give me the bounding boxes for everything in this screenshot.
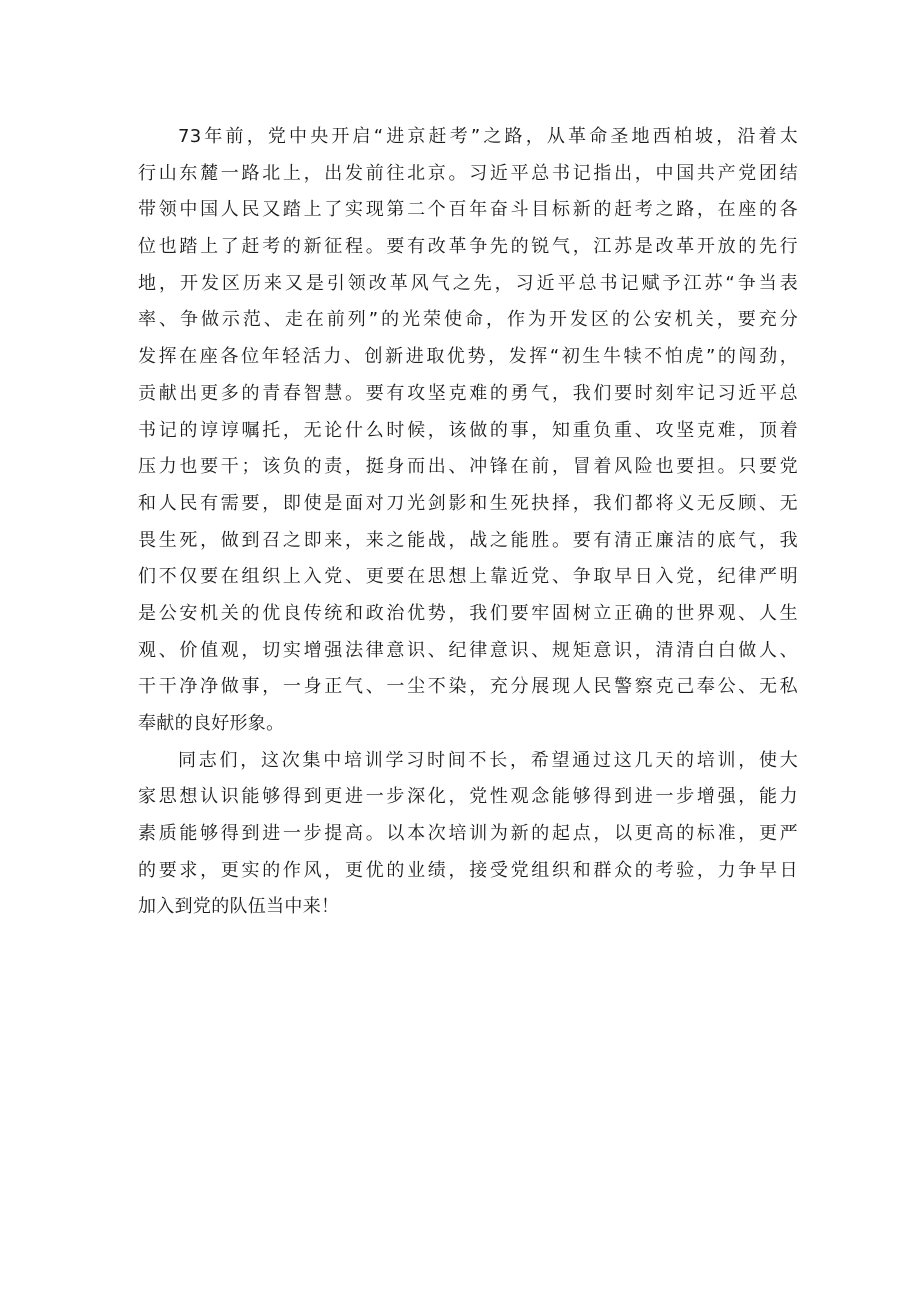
text-line: 贡献出更多的青春智慧。要有攻坚克难的勇气，我们要时刻牢记习近平总 [138, 382, 798, 404]
text-line: 同志们，这次集中培训学习时间不长，希望通过这几天的培训，使大 [178, 749, 798, 771]
text-line: 畏生死，做到召之即来，来之能战，战之能胜。要有清正廉洁的底气，我 [138, 529, 798, 551]
text-line: 干干净净做事，一身正气、一尘不染，充分展现人民警察克己奉公、无私 [138, 676, 798, 698]
text-line: 和人民有需要，即使是面对刀光剑影和生死抉择，我们都将义无反顾、无 [138, 492, 798, 514]
text-line: 压力也要干；该负的责，挺身而出、冲锋在前，冒着风险也要担。只要党 [138, 456, 798, 478]
text-line: 发挥在座各位年轻活力、创新进取优势，发挥“初生牛犊不怕虎”的闯劲， [138, 346, 798, 368]
text-line: 地，开发区历来又是引领改革风气之先，习近平总书记赋予江苏“争当表 [138, 272, 798, 294]
text-line: 家思想认识能够得到更进一步深化，党性观念能够得到进一步增强，能力 [138, 786, 798, 808]
text-line: 书记的谆谆嘱托，无论什么时候，该做的事，知重负重、攻坚克难，顶着 [138, 419, 798, 441]
document-body [138, 119, 798, 926]
text-line: 奉献的良好形象。 [138, 713, 285, 734]
text-line: 73年前，党中央开启“进京赶考”之路，从革命圣地西柏坡，沿着太 [178, 126, 798, 147]
text-line: 带领中国人民又踏上了实现第二个百年奋斗目标新的赶考之路，在座的各 [138, 199, 798, 221]
text-line: 素质能够得到进一步提高。以本次培训为新的起点，以更高的标准，更严 [138, 823, 798, 845]
text-line: 是公安机关的优良传统和政治优势，我们要牢固树立正确的世界观、人生 [138, 602, 798, 624]
text-line: 们不仅要在组织上入党、更要在思想上靠近党、争取早日入党，纪律严明 [138, 566, 798, 588]
paragraph-2 [138, 743, 798, 926]
text-line: 位也踏上了赶考的新征程。要有改革争先的锐气，江苏是改革开放的先行 [138, 236, 798, 258]
text-line: 率、争做示范、走在前列”的光荣使命，作为开发区的公安机关，要充分 [138, 309, 798, 331]
text-line: 的要求，更实的作风，更优的业绩，接受党组织和群众的考验，力争早日 [138, 859, 798, 881]
text-line: 行山东麓一路北上，出发前往北京。习近平总书记指出，中国共产党团结 [138, 162, 798, 184]
text-line: 观、价值观，切实增强法律意识、纪律意识、规矩意识，清清白白做人、 [138, 639, 798, 661]
paragraph-1 [138, 119, 798, 743]
text-line: 加入到党的队伍当中来！ [138, 896, 340, 918]
